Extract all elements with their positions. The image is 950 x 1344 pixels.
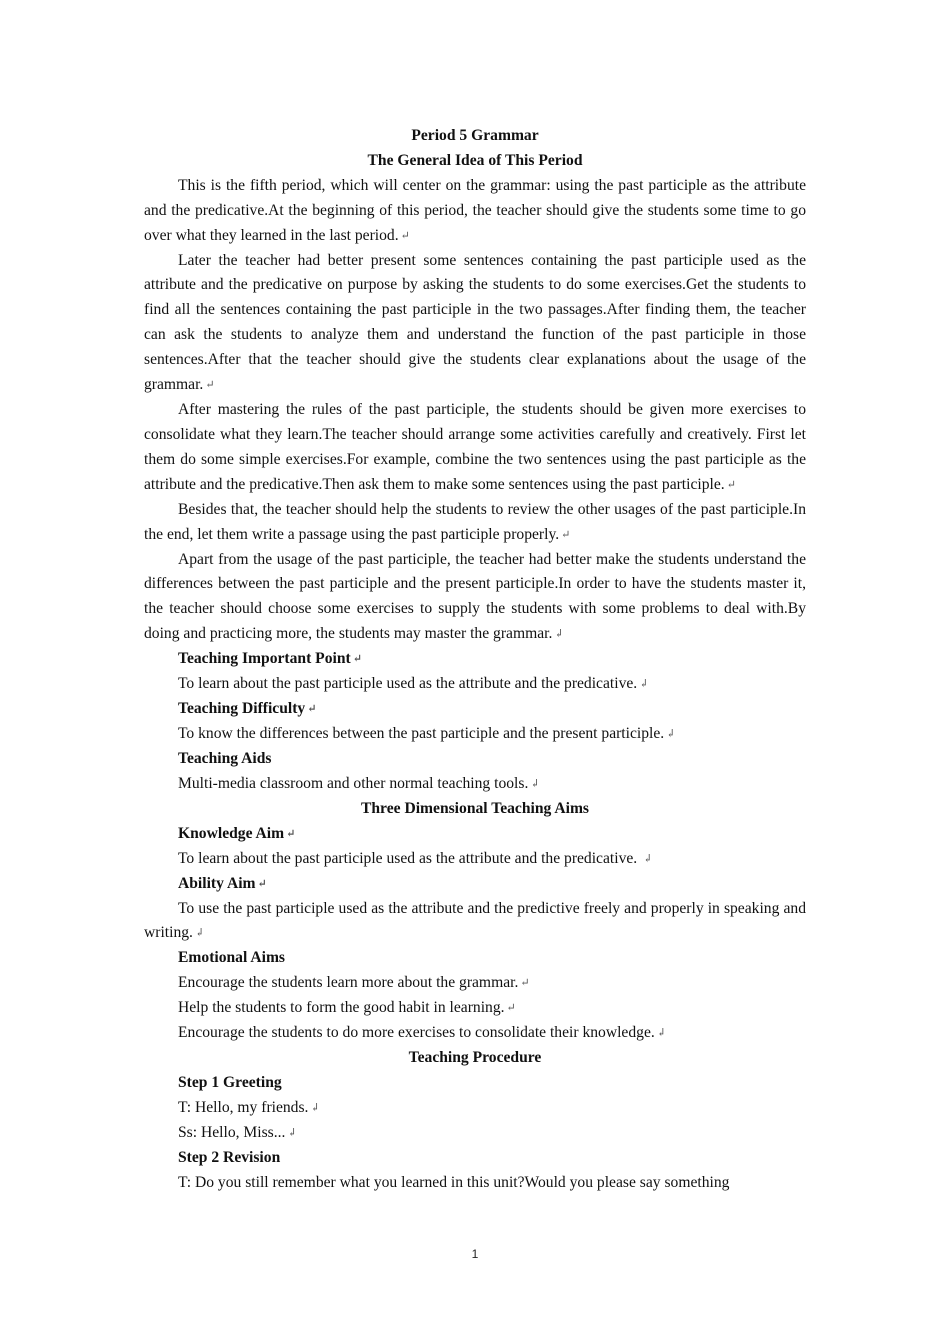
paragraph-1: This is the fifth period, which will center on the grammar: using the past participle as the attribute and the predicative.At the beginning of this period, the teacher should give the students some time to go over what they learned in the last period. ↵: [144, 176, 806, 244]
line-break-icon: ↲: [656, 1027, 666, 1040]
line-break-icon: ↲: [554, 628, 564, 641]
line-break-icon: ↲: [287, 1126, 297, 1139]
paragraph-mark-icon: ↵: [520, 977, 530, 990]
emotional-aims-label: Emotional Aims: [178, 949, 286, 967]
paragraph-mark-icon: ↵: [506, 1002, 516, 1015]
paragraph-4: Besides that, the teacher should help the students to review the other usages of the past participle.In the end, let them write a passage using the past participle properly. ↵: [144, 500, 806, 543]
paragraph-mark-icon: ↵: [561, 528, 571, 541]
paragraph-mark-icon: ↵: [352, 653, 362, 666]
paragraph-mark-icon: ↵: [400, 229, 410, 242]
paragraph-mark-icon: ↵: [286, 827, 296, 840]
line-break-icon: ↲: [530, 777, 540, 790]
knowledge-aim-text: To learn about the past participle used as the attribute and the predicative. ↲: [178, 849, 653, 867]
emotional-aim-2: Help the students to form the good habit in learning. ↵: [178, 999, 516, 1017]
line-break-icon: ↲: [639, 678, 649, 691]
line-break-icon: ↲: [310, 1101, 320, 1114]
step2-label: Step 2 Revision: [178, 1148, 281, 1166]
document-page: [144, 124, 806, 1196]
emotional-aim-3: Encourage the students to do more exercises to consolidate their knowledge. ↲: [178, 1024, 666, 1042]
step1-line-1: T: Hello, my friends. ↲: [178, 1098, 320, 1116]
paragraph-2: Later the teacher had better present some sentences containing the past participle used as the attribute and the predicative on purpose by asking the students to do some exercises.Get the students to find all the sentences containing the past participle in the two passages.After finding them, the teacher can ask the students to analyze them and understand the function of the past participle in those sentences.After that the teacher should give the students clear explanations about the usage of the grammar. ↵: [144, 251, 806, 394]
page-title: Period 5 Grammar: [411, 127, 539, 144]
ability-aim-label: Ability Aim ↵: [178, 874, 267, 892]
line-break-icon: ↲: [194, 927, 205, 940]
paragraph-mark-icon: ↵: [307, 703, 317, 716]
aims-heading: Three Dimensional Teaching Aims: [360, 799, 590, 817]
step1-line-2: Ss: Hello, Miss... ↲: [178, 1123, 297, 1141]
knowledge-aim-label: Knowledge Aim ↵: [178, 824, 296, 842]
paragraph-mark-icon: ↵: [726, 478, 736, 491]
line-break-icon: ↲: [666, 728, 676, 740]
aids-label: Teaching Aids: [178, 749, 272, 767]
general-idea-heading: The General Idea of This Period: [367, 151, 583, 169]
step2-text: T: Do you still remember what you learned in this unit?Would you please say something: [178, 1173, 730, 1191]
line-break-icon: ↲: [643, 852, 653, 865]
paragraph-3: After mastering the rules of the past participle, the students should be given more exercises to consolidate what they learn.The teacher should arrange some activities carefully and creatively. First let them do some simple exercises.For example, combine the two sentences using the past participle as the attribute and the predicative.Then ask them to make some sentences using the past participle. ↵: [144, 401, 806, 493]
important-point-text: To learn about the past participle used as the attribute and the predicative. ↲: [178, 675, 649, 693]
procedure-heading: Teaching Procedure: [408, 1049, 542, 1067]
difficulty-label: Teaching Difficulty ↵: [178, 700, 317, 718]
aids-text: Multi-media classroom and other normal teaching tools. ↲: [178, 774, 540, 792]
step1-label: Step 1 Greeting: [178, 1073, 282, 1091]
important-point-label: Teaching Important Point ↵: [178, 650, 362, 668]
emotional-aim-1: Encourage the students learn more about the grammar. ↵: [178, 974, 530, 992]
paragraph-mark-icon: ↵: [257, 877, 267, 890]
difficulty-text: To know the differences between the past participle and the present participle. ↲: [178, 725, 676, 743]
paragraph-mark-icon: ↵: [205, 379, 215, 392]
paragraph-5: Apart from the usage of the past participle, the teacher had better make the students understand the differences between the past participle and the present participle.In order to have the students master it, the teacher should choose some exercises to supply the students with some problems to deal with.By doing and practicing more, the students may master the grammar. ↲: [144, 550, 806, 643]
ability-aim-text: To use the past participle used as the attribute and the predictive freely and properly in speaking and writing. ↲: [144, 899, 806, 942]
page-number: 1: [471, 1247, 479, 1261]
